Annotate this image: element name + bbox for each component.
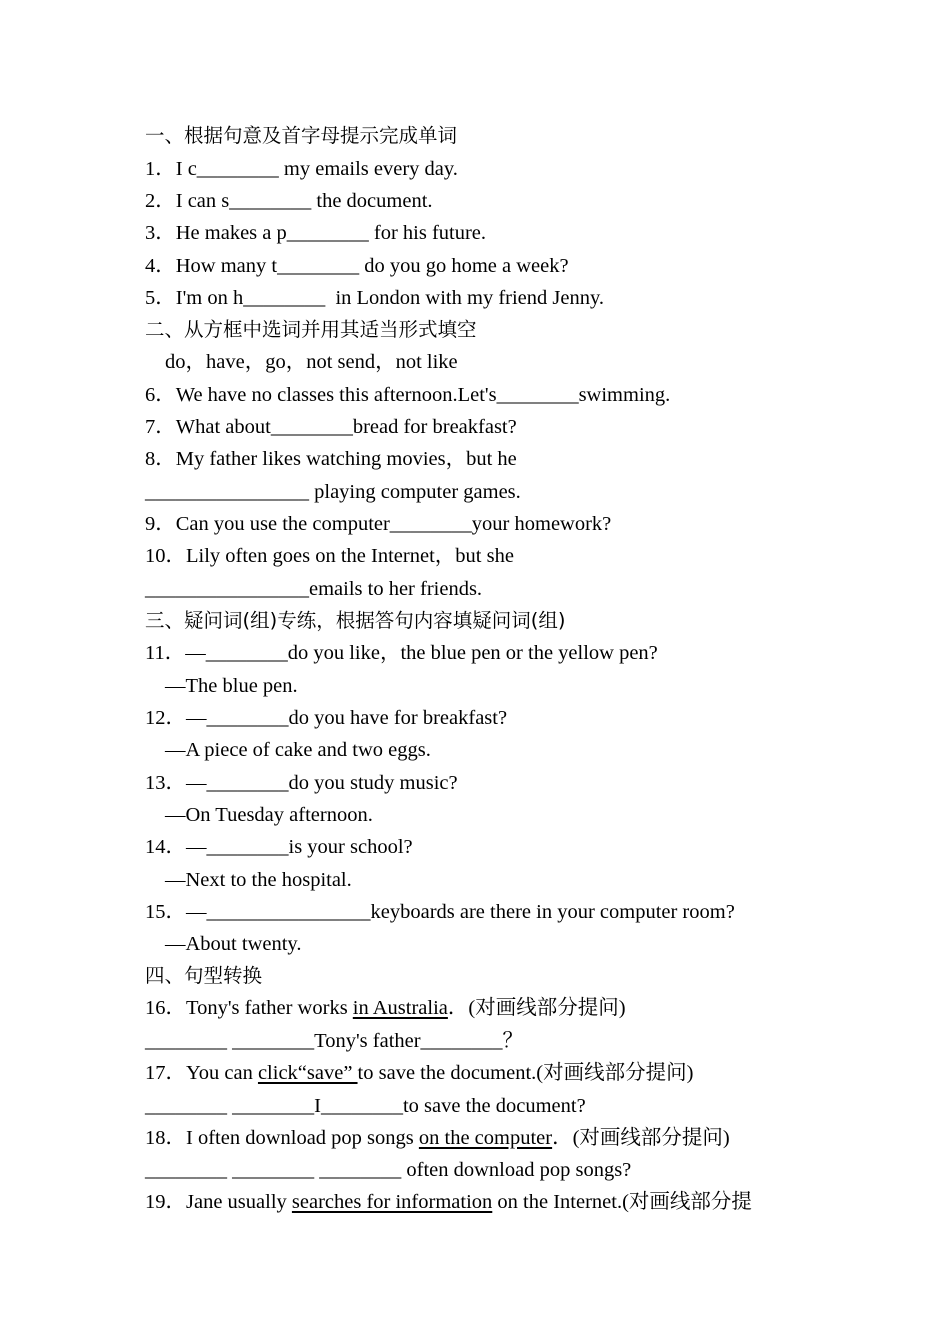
question-17-underlined: click“save” (257, 1062, 358, 1084)
question-4: 4．How many t________ do you go home a week? (145, 255, 569, 277)
question-8: 8．My father likes watching movies，but he (145, 448, 517, 470)
section-heading: 二、从方框中选词并用其适当形式填空 (145, 318, 477, 341)
question-18-answer-line: ________ ________ ________ often download pop songs? (145, 1159, 632, 1181)
question-1: 1．I c________ my emails every day. (145, 158, 458, 180)
word-box: do，have，go，not send，not like (165, 351, 458, 373)
answer-12: —A piece of cake and two eggs. (165, 739, 431, 761)
question-17-instruction: to save the document.(对画线部分提问) (357, 1062, 694, 1084)
question-7: 7．What about________bread for breakfast? (145, 416, 517, 438)
section-heading: 三、疑问词(组)专练，根据答句内容填疑问词(组) (145, 609, 566, 632)
question-15: 15．—________________keyboards are there in your computer room? (145, 901, 735, 923)
question-12: 12．—________do you have for breakfast? (145, 707, 508, 729)
answer-11: —The blue pen. (165, 675, 298, 697)
question-18-underlined: on the computer (418, 1127, 553, 1149)
question-8-continued: ________________ playing computer games. (145, 481, 521, 503)
question-5: 5．I'm on h________ in London with my friend Jenny. (145, 287, 605, 309)
question-16-text: 16．Tony's father works (145, 997, 353, 1019)
question-2: 2．I can s________ the document. (145, 190, 433, 212)
question-6: 6．We have no classes this afternoon.Let's________swimming. (145, 384, 671, 406)
question-16-underlined: in Australia (352, 997, 448, 1019)
answer-15: —About twenty. (165, 933, 302, 955)
answer-14: —Next to the hospital. (165, 869, 352, 891)
question-11: 11．—________do you like，the blue pen or the yellow pen? (145, 642, 658, 664)
question-19 (145, 1188, 752, 1216)
answer-13: —On Tuesday afternoon. (165, 804, 373, 826)
question-19-instruction: on the Internet.(对画线部分提 (492, 1191, 752, 1213)
question-19-text: 19．Jane usually (145, 1191, 292, 1213)
question-18 (145, 1124, 730, 1152)
question-16 (145, 994, 626, 1022)
question-17 (145, 1059, 693, 1087)
question-9: 9．Can you use the computer________your homework? (145, 513, 612, 535)
question-17-text: 17．You can (145, 1062, 258, 1084)
question-10: 10．Lily often goes on the Internet，but she (145, 545, 514, 567)
section-heading: 四、句型转换 (145, 964, 263, 987)
question-16-answer-line: ________ ________Tony's father________？ (145, 1030, 524, 1052)
question-19-underlined: searches for information (291, 1191, 493, 1213)
question-3: 3．He makes a p________ for his future. (145, 222, 487, 244)
question-18-text: 18．I often download pop songs (145, 1127, 419, 1149)
question-14: 14．—________is your school? (145, 836, 413, 858)
question-16-instruction: ．(对画线部分提问) (447, 997, 626, 1019)
question-10-continued: ________________emails to her friends. (145, 578, 483, 600)
question-18-instruction: ．(对画线部分提问) (552, 1127, 730, 1149)
question-13: 13．—________do you study music? (145, 772, 458, 794)
section-heading: 一、根据句意及首字母提示完成单词 (145, 124, 458, 147)
question-17-answer-line: ________ ________I________to save the document? (145, 1095, 586, 1117)
